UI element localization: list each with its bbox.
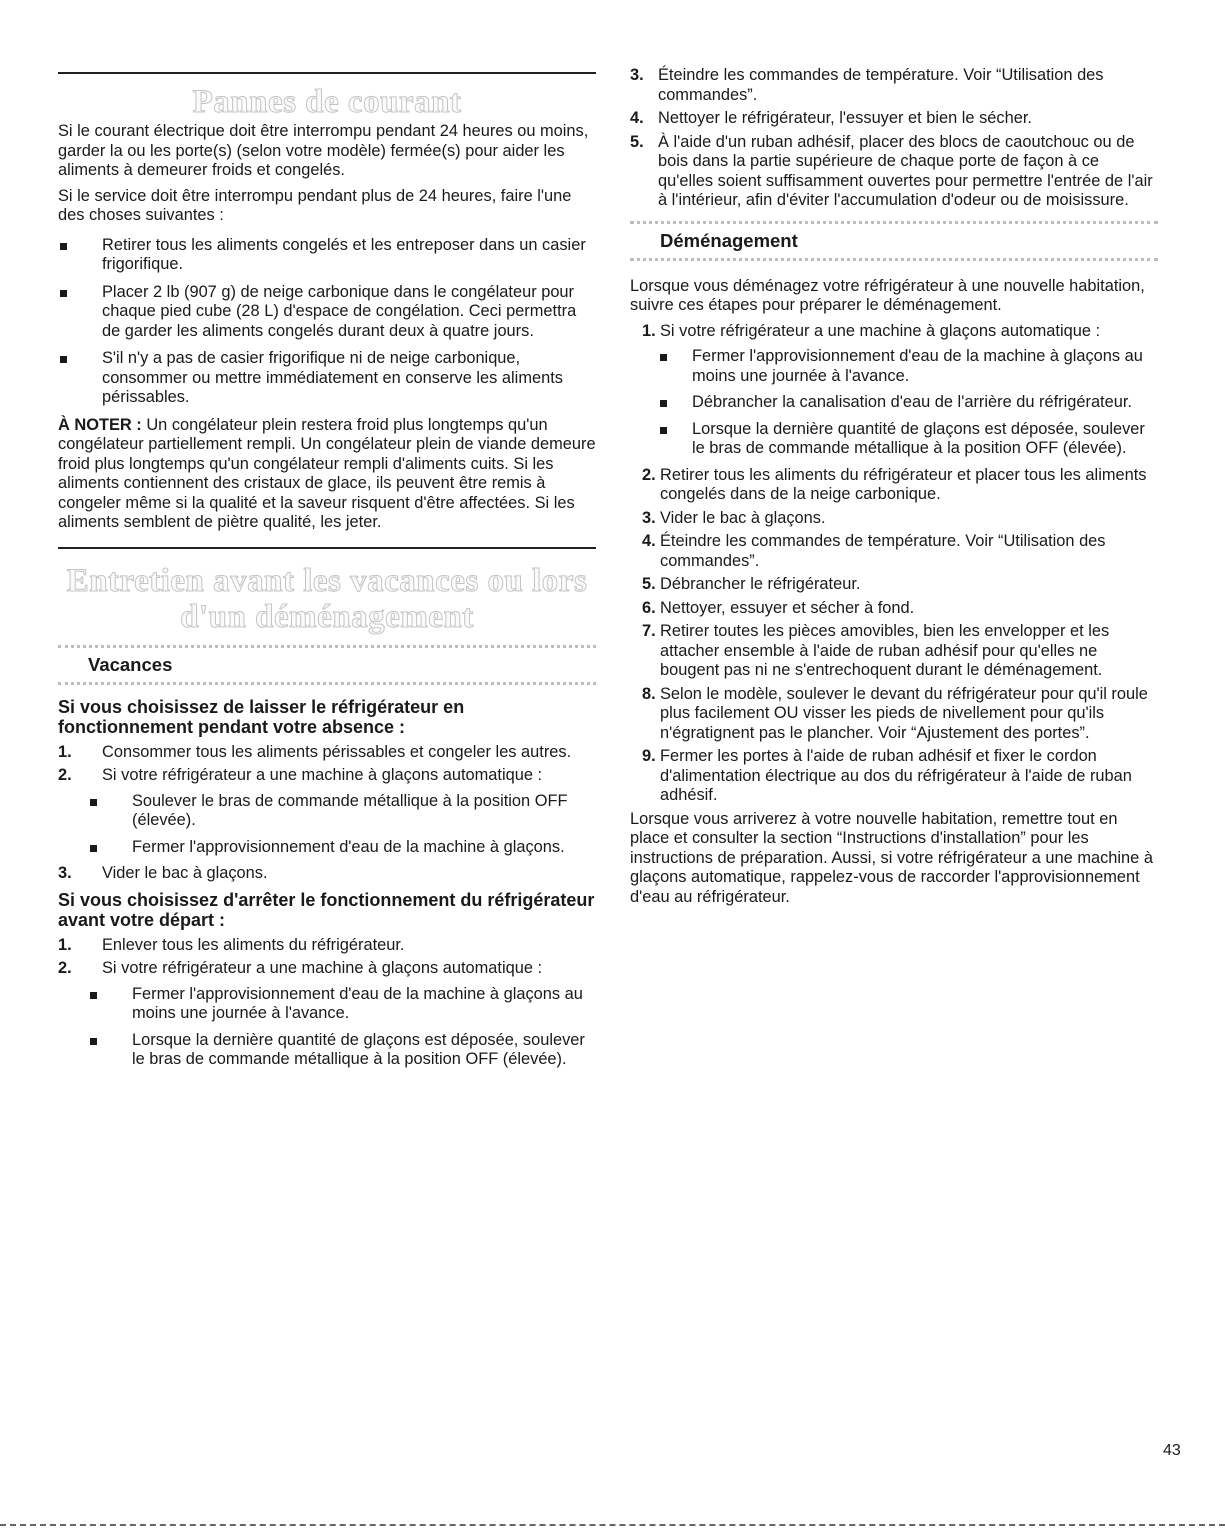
list-item xyxy=(630,347,1158,386)
list-item xyxy=(58,349,596,408)
list-item xyxy=(58,283,596,342)
list-text: Éteindre les commandes de température. Voir “Utilisation des commandes”. xyxy=(658,66,1104,104)
list-text: Si votre réfrigérateur a une machine à glaçons automatique : xyxy=(102,766,543,784)
list-number: 5. xyxy=(642,575,656,593)
list-text: Retirer toutes les pièces amovibles, bien les envelopper et les attacher ensemble à l'aide de ruban adhésif pour qu'elles ne bougent pas ni ne s'entrechoquent durant le déménagement. xyxy=(660,622,1110,679)
bullet-text: Fermer l'approvisionnement d'eau de la machine à glaçons. xyxy=(132,837,565,856)
bullet-text: Retirer tous les aliments congelés et les entreposer dans un casier frigorifique. xyxy=(102,235,586,273)
list-item xyxy=(58,236,596,275)
bullet-icon xyxy=(90,845,97,852)
list-item xyxy=(630,393,1158,413)
list-item xyxy=(630,466,1158,505)
subsection-title-vacances: Vacances xyxy=(88,653,173,675)
list-item xyxy=(58,936,596,956)
list-item xyxy=(630,622,1158,681)
list-item xyxy=(58,985,596,1024)
bullet-icon xyxy=(660,427,667,434)
list-item xyxy=(630,599,1158,619)
list-number: 4. xyxy=(642,532,656,550)
section-rule-middle xyxy=(58,547,596,549)
pannes-note xyxy=(58,416,596,533)
list-number: 5. xyxy=(630,132,644,151)
list-number: 8. xyxy=(642,684,656,703)
note-text: Un congélateur plein restera froid plus longtemps qu'un congélateur partiellement rempli. Un congélateur plein de viande demeure froid plus longtemps qu'un congélateur rempli d'aliments cuits. Si les aliments contiennent des cristaux de glace, ils peuvent être remis à congeler même si la qualité et la saveur risquent d'être affectées. Si les aliments semblent de piètre qualité, les jeter. xyxy=(58,415,596,531)
pannes-paragraph-2: Si le service doit être interrompu pendant plus de 24 heures, faire l'une des choses suivantes : xyxy=(58,186,572,224)
list-text: Consommer tous les aliments périssables et congeler les autres. xyxy=(102,742,572,761)
section-title-entretien-line1: Entretien avant les vacances ou lors xyxy=(66,562,588,599)
list-text: Retirer tous les aliments du réfrigérateur et placer tous les aliments congelés dans de la neige carbonique. xyxy=(660,465,1147,503)
list-item xyxy=(630,109,1158,129)
list-text: Débrancher le réfrigérateur. xyxy=(660,575,861,593)
list-item xyxy=(630,575,1158,595)
list-number: 4. xyxy=(630,109,644,127)
list-number: 1. xyxy=(58,935,72,954)
list-item xyxy=(630,685,1158,744)
list-number: 1. xyxy=(58,742,72,761)
arret-heading: Si vous choisissez d'arrêter le fonctionnement du réfrigérateur avant votre départ : xyxy=(58,889,595,930)
bullet-text: Fermer l'approvisionnement d'eau de la machine à glaçons au moins une journée à l'avance. xyxy=(692,347,1143,385)
list-item xyxy=(58,766,596,786)
list-item xyxy=(58,864,596,884)
bullet-text: Fermer l'approvisionnement d'eau de la machine à glaçons au moins une journée à l'avance. xyxy=(132,984,583,1022)
section-title-pannes: Pannes de courant xyxy=(192,84,462,120)
list-number: 2. xyxy=(58,959,72,977)
list-text: Selon le modèle, soulever le devant du réfrigérateur pour qu'il roule plus facilement OU visser les pieds de nivellement pour qu'ils n'égratignent pas le plancher. Voir “Ajustement des portes”. xyxy=(660,684,1148,742)
bullet-icon xyxy=(660,354,667,361)
list-item xyxy=(58,743,596,763)
bullet-icon xyxy=(660,400,667,407)
bullet-icon xyxy=(90,992,97,999)
section-title-entretien-line2: d'un déménagement xyxy=(180,598,474,635)
bullet-icon xyxy=(60,243,67,250)
list-number: 2. xyxy=(58,766,72,784)
right-column xyxy=(630,66,1158,913)
page-number: 43 xyxy=(1163,1442,1181,1459)
bullet-text: Lorsque la dernière quantité de glaçons est déposée, soulever le bras de commande métallique à la position OFF (élevée). xyxy=(692,419,1145,457)
list-text: Vider le bac à glaçons. xyxy=(102,864,268,882)
note-label: À NOTER : xyxy=(58,415,142,434)
list-number: 3. xyxy=(642,508,656,527)
subsection-divider xyxy=(630,221,1158,224)
list-item xyxy=(630,322,1158,342)
list-item xyxy=(630,420,1158,459)
bullet-text: Soulever le bras de commande métallique à la position OFF (élevée). xyxy=(132,791,568,829)
demenagement-closing: Lorsque vous arriverez à votre nouvelle habitation, remettre tout en place et consulter la section “Instructions d'installation” pour les instructions de préparation. Aussi, si votre réfrigérateur a une machine à glaçons automatique, rappelez-vous de raccorder l'approvisionnement d'eau au réfrigérateur. xyxy=(630,809,1153,906)
bullet-icon xyxy=(90,799,97,806)
bullet-icon xyxy=(60,290,67,297)
bullet-text: S'il n'y a pas de casier frigorifique ni de neige carbonique, consommer ou mettre immédiatement en conserve les aliments périssables. xyxy=(102,349,563,406)
subsection-title-demenagement: Déménagement xyxy=(660,229,798,251)
absence-heading: Si vous choisissez de laisser le réfrigérateur en fonctionnement pendant votre absence : xyxy=(58,696,465,737)
pannes-paragraph-1: Si le courant électrique doit être interrompu pendant 24 heures ou moins, garder la ou les porte(s) (selon votre modèle) fermée(s) pour aider les aliments à demeurer froids et congelés. xyxy=(58,122,589,179)
list-number: 3. xyxy=(58,864,72,882)
list-text: Enlever tous les aliments du réfrigérateur. xyxy=(102,935,405,954)
list-item xyxy=(58,959,596,979)
list-text: À l'aide d'un ruban adhésif, placer des blocs de caoutchouc ou de bois dans la partie supérieure de chaque porte de façon à ce qu'elles soient suffisamment ouvertes pour permettre l'entrée de l'air à l'intérieur, afin d'éviter l'accumulation d'odeur ou de moisissure. xyxy=(658,132,1153,209)
list-item xyxy=(630,66,1158,105)
section-rule-top xyxy=(58,72,596,74)
subsection-divider xyxy=(58,682,596,685)
list-text: Nettoyer le réfrigérateur, l'essuyer et bien le sécher. xyxy=(658,109,1032,127)
list-number: 2. xyxy=(642,465,656,484)
list-item xyxy=(58,792,596,831)
list-number: 1. xyxy=(642,321,656,340)
subsection-divider xyxy=(630,258,1158,261)
list-item xyxy=(630,747,1158,806)
list-item xyxy=(58,1031,596,1070)
list-text: Nettoyer, essuyer et sécher à fond. xyxy=(660,598,915,617)
bullet-icon xyxy=(90,1038,97,1045)
bullet-text: Débrancher la canalisation d'eau de l'arrière du réfrigérateur. xyxy=(692,393,1132,411)
list-text: Fermer les portes à l'aide de ruban adhésif et fixer le cordon d'alimentation électrique au dos du réfrigérateur à l'aide de ruban adhésif. xyxy=(660,747,1132,804)
demenagement-intro: Lorsque vous déménagez votre réfrigérateur à une nouvelle habitation, suivre ces étapes pour préparer le déménagement. xyxy=(630,276,1145,314)
bullet-icon xyxy=(60,356,67,363)
subsection-divider xyxy=(58,645,596,648)
list-item xyxy=(630,509,1158,529)
list-text: Éteindre les commandes de température. Voir “Utilisation des commandes”. xyxy=(660,532,1106,570)
footer-divider xyxy=(0,1524,1225,1526)
list-number: 3. xyxy=(630,66,644,84)
list-text: Vider le bac à glaçons. xyxy=(660,508,826,527)
list-item xyxy=(630,133,1158,211)
left-column xyxy=(58,0,596,1077)
list-item xyxy=(58,838,596,858)
list-number: 9. xyxy=(642,747,656,765)
list-number: 7. xyxy=(642,622,656,640)
list-text: Si votre réfrigérateur a une machine à glaçons automatique : xyxy=(660,321,1101,340)
list-text: Si votre réfrigérateur a une machine à glaçons automatique : xyxy=(102,959,543,977)
bullet-text: Placer 2 lb (907 g) de neige carbonique dans le congélateur pour chaque pied cube (28 L) d'espace de congélation. Ceci permettra de garder les aliments congelés durant deux à quatre jours. xyxy=(102,282,577,340)
bullet-text: Lorsque la dernière quantité de glaçons est déposée, soulever le bras de commande métallique à la position OFF (élevée). xyxy=(132,1030,585,1068)
list-number: 6. xyxy=(642,598,656,617)
list-item xyxy=(630,532,1158,571)
